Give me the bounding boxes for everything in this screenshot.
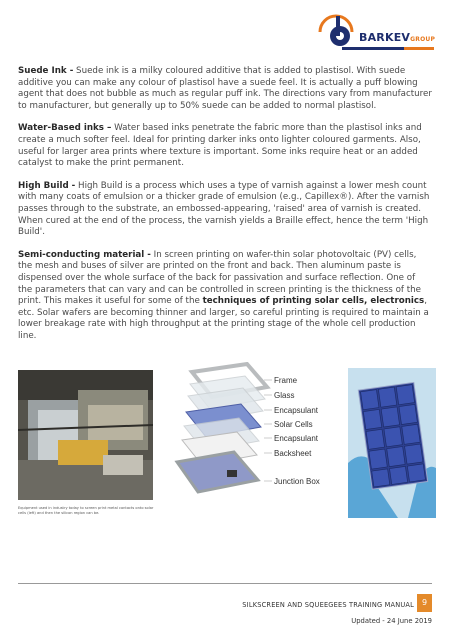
solar-cell-gloved-hand-photo <box>348 368 436 518</box>
layer-label-frame: Frame <box>274 376 298 385</box>
layer-label-solar-cells: Solar Cells <box>274 420 313 429</box>
brand-name: BARKEVGROUP <box>359 31 436 44</box>
logo-underline-accent <box>404 47 434 50</box>
paragraph-water-based-inks: Water-Based inks – Water based inks penetrate the fabric more than the plastisol inks and create a much softer feel. Ideal for printing darker inks onto lighter coloured garments. Also, useful for larger area prints where texture is important. Some inks require heat or an added catalyst to make the print permanent. <box>18 123 422 169</box>
layer-labels <box>264 376 320 486</box>
layer-label-junction-box: Junction Box <box>274 477 320 486</box>
footer-title: SILKSCREEN AND SQUEEGEES TRAINING MANUAL <box>242 601 414 609</box>
paragraph-high-build: High Build - High Build is a process which uses a type of varnish against a lower mesh count with many coats of emulsion or a thicker grade of emulsion (e.g., Capillex®). After the varnish passes through to the substrate, an embossed-appearing, 'raised' area of varnish is created. When cured at the end of the process, the varnish yields a Braille effect, hence the term 'High Build'. <box>18 180 430 238</box>
logo-mark-icon <box>314 10 360 50</box>
page-number: 9 <box>417 594 432 612</box>
layer-label-encapsulant-bottom: Encapsulant <box>274 434 319 443</box>
layer-label-glass: Glass <box>274 391 295 400</box>
figure-row <box>18 362 438 527</box>
paragraph-semi-conducting: Semi-conducting material - In screen printing on wafer-thin solar photovoltaic (PV) cells, the mesh and buses of silver are printed on the front and back. Then aluminum paste is dispensed over the whole surface of the back for passivation and surface reflection. One of the parameters that can vary and can be controlled in screen printing is the thickness of the print. This makes it useful for some of the techniques of printing solar cells, electronics, etc. Solar wafers are becoming thinner and larger, so careful printing is required to maintain a lower breakage rate with high throughput at the printing stage of the whole cell production line. <box>18 249 429 341</box>
footer-divider <box>18 583 432 584</box>
body-text <box>18 66 432 353</box>
layer-label-backsheet: Backsheet <box>274 449 312 458</box>
solar-panel-layers-diagram <box>172 362 332 507</box>
figure-caption: Equipment used in industry today to screen print metal contacts onto solar cells (left) and then the silicon region can be. <box>18 506 154 515</box>
paragraph-suede-ink: Suede Ink - Suede ink is a milky coloured additive that is added to plastisol. With suede additive you can make any colour of plastisol have a suede feel. It is actually a puff blowing agent that does not bubble as much as regular puff ink. The directions vary from manufacturer to manufacturer, but generally up to 50% suede can be added to normal plastisol. <box>18 66 432 111</box>
layer-label-encapsulant-top: Encapsulant <box>274 406 319 415</box>
updated-date: Updated - 24 June 2019 <box>351 617 432 625</box>
screen-printing-machine-photo <box>18 370 153 500</box>
barkev-logo <box>314 10 434 54</box>
